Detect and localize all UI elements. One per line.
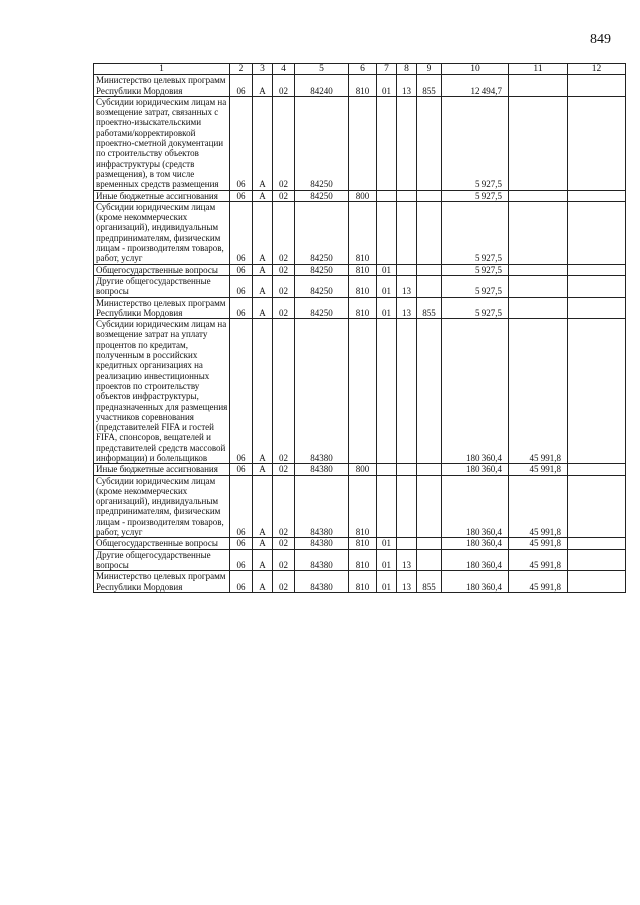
row-name-cell: Министерство целевых программ Республики Мордовия xyxy=(94,75,230,97)
cell-c6 xyxy=(349,319,377,464)
cell-c12 xyxy=(568,571,626,593)
table-row xyxy=(94,75,626,97)
row-name-cell: Министерство целевых программ Республики Мордовия xyxy=(94,297,230,319)
cell-c11 xyxy=(509,297,568,319)
cell-c4: 02 xyxy=(273,464,295,475)
cell-c12 xyxy=(568,75,626,97)
cell-c4: 02 xyxy=(273,264,295,275)
cell-c3: А xyxy=(253,75,273,97)
table-row xyxy=(94,538,626,549)
cell-c4: 02 xyxy=(273,319,295,464)
cell-c11: 45 991,8 xyxy=(509,319,568,464)
row-name-cell: Министерство целевых программ Республики Мордовия xyxy=(94,571,230,593)
cell-c3: А xyxy=(253,96,273,190)
cell-c3: А xyxy=(253,319,273,464)
cell-c10: 180 360,4 xyxy=(442,464,509,475)
cell-c5: 84380 xyxy=(295,319,349,464)
cell-c10: 5 927,5 xyxy=(442,264,509,275)
table-row xyxy=(94,275,626,297)
cell-c9 xyxy=(417,264,442,275)
row-name-cell: Субсидии юридическим лицам на возмещение затрат на уплату процентов по кредитам, полученным в российских кредитных организациях на реализацию инвестиционных проектов по строительству объектов инфраструктуры, предназначенных для размещения участников соревнования (представителей FIFA и гостей FIFA, спонсоров, вещателей и представителей средств массовой информации) и болельщиков xyxy=(94,319,230,464)
table-row xyxy=(94,297,626,319)
cell-c12 xyxy=(568,201,626,264)
table-row xyxy=(94,190,626,201)
cell-c10: 180 360,4 xyxy=(442,538,509,549)
cell-c5: 84380 xyxy=(295,538,349,549)
cell-c8: 13 xyxy=(397,75,417,97)
cell-c6: 810 xyxy=(349,264,377,275)
cell-c9: 855 xyxy=(417,571,442,593)
column-header: 9 xyxy=(417,64,442,75)
cell-c2: 06 xyxy=(230,571,253,593)
cell-c4: 02 xyxy=(273,571,295,593)
budget-table xyxy=(93,63,626,593)
column-header: 1 xyxy=(94,64,230,75)
cell-c12 xyxy=(568,96,626,190)
cell-c11 xyxy=(509,264,568,275)
cell-c11 xyxy=(509,75,568,97)
cell-c7 xyxy=(377,464,397,475)
cell-c3: А xyxy=(253,275,273,297)
cell-c12 xyxy=(568,275,626,297)
cell-c12 xyxy=(568,319,626,464)
cell-c2: 06 xyxy=(230,319,253,464)
column-header: 12 xyxy=(568,64,626,75)
cell-c7 xyxy=(377,319,397,464)
table-row xyxy=(94,549,626,571)
cell-c8 xyxy=(397,464,417,475)
cell-c2: 06 xyxy=(230,464,253,475)
cell-c11 xyxy=(509,275,568,297)
row-name-cell: Другие общегосударственные вопросы xyxy=(94,275,230,297)
cell-c3: А xyxy=(253,264,273,275)
cell-c8: 13 xyxy=(397,297,417,319)
cell-c8 xyxy=(397,96,417,190)
cell-c8 xyxy=(397,190,417,201)
column-header: 2 xyxy=(230,64,253,75)
cell-c4: 02 xyxy=(273,475,295,538)
cell-c4: 02 xyxy=(273,96,295,190)
cell-c6: 800 xyxy=(349,464,377,475)
cell-c9: 855 xyxy=(417,297,442,319)
column-header: 8 xyxy=(397,64,417,75)
cell-c9 xyxy=(417,549,442,571)
cell-c10: 5 927,5 xyxy=(442,275,509,297)
cell-c3: А xyxy=(253,190,273,201)
cell-c10: 5 927,5 xyxy=(442,190,509,201)
cell-c2: 06 xyxy=(230,475,253,538)
cell-c12 xyxy=(568,538,626,549)
cell-c12 xyxy=(568,475,626,538)
cell-c3: А xyxy=(253,538,273,549)
cell-c6: 810 xyxy=(349,475,377,538)
cell-c2: 06 xyxy=(230,264,253,275)
cell-c5: 84380 xyxy=(295,549,349,571)
row-name-cell: Иные бюджетные ассигнования xyxy=(94,464,230,475)
cell-c10: 5 927,5 xyxy=(442,96,509,190)
column-header: 4 xyxy=(273,64,295,75)
row-name-cell: Общегосударственные вопросы xyxy=(94,264,230,275)
cell-c4: 02 xyxy=(273,275,295,297)
table-row xyxy=(94,201,626,264)
page-number: 849 xyxy=(590,32,611,47)
cell-c9 xyxy=(417,538,442,549)
column-header: 10 xyxy=(442,64,509,75)
cell-c2: 06 xyxy=(230,297,253,319)
cell-c7 xyxy=(377,475,397,538)
cell-c8: 13 xyxy=(397,571,417,593)
cell-c6: 810 xyxy=(349,538,377,549)
cell-c8: 13 xyxy=(397,275,417,297)
cell-c8 xyxy=(397,538,417,549)
cell-c2: 06 xyxy=(230,190,253,201)
column-header: 6 xyxy=(349,64,377,75)
cell-c11: 45 991,8 xyxy=(509,464,568,475)
cell-c2: 06 xyxy=(230,201,253,264)
cell-c3: А xyxy=(253,475,273,538)
cell-c11: 45 991,8 xyxy=(509,538,568,549)
cell-c6: 810 xyxy=(349,201,377,264)
cell-c10: 180 360,4 xyxy=(442,319,509,464)
row-name-cell: Общегосударственные вопросы xyxy=(94,538,230,549)
cell-c7 xyxy=(377,201,397,264)
cell-c6: 810 xyxy=(349,549,377,571)
cell-c7: 01 xyxy=(377,75,397,97)
cell-c4: 02 xyxy=(273,190,295,201)
cell-c9 xyxy=(417,464,442,475)
cell-c7: 01 xyxy=(377,571,397,593)
cell-c10: 5 927,5 xyxy=(442,297,509,319)
cell-c5: 84250 xyxy=(295,96,349,190)
cell-c2: 06 xyxy=(230,538,253,549)
cell-c3: А xyxy=(253,549,273,571)
cell-c11 xyxy=(509,190,568,201)
column-header: 11 xyxy=(509,64,568,75)
table-row xyxy=(94,464,626,475)
cell-c6: 810 xyxy=(349,75,377,97)
row-name-cell: Другие общегосударственные вопросы xyxy=(94,549,230,571)
cell-c4: 02 xyxy=(273,297,295,319)
cell-c6: 810 xyxy=(349,297,377,319)
cell-c12 xyxy=(568,464,626,475)
cell-c2: 06 xyxy=(230,275,253,297)
cell-c8 xyxy=(397,264,417,275)
cell-c2: 06 xyxy=(230,75,253,97)
cell-c7: 01 xyxy=(377,275,397,297)
cell-c4: 02 xyxy=(273,75,295,97)
cell-c11: 45 991,8 xyxy=(509,475,568,538)
cell-c6: 810 xyxy=(349,571,377,593)
column-header: 5 xyxy=(295,64,349,75)
cell-c9 xyxy=(417,319,442,464)
cell-c12 xyxy=(568,190,626,201)
cell-c5: 84380 xyxy=(295,571,349,593)
column-header: 3 xyxy=(253,64,273,75)
table-row xyxy=(94,319,626,464)
row-name-cell: Субсидии юридическим лицам (кроме некоммерческих организаций), индивидуальным предпринимателям, физическим лицам - производителям товаров, работ, услуг xyxy=(94,475,230,538)
cell-c11 xyxy=(509,201,568,264)
table-row xyxy=(94,571,626,593)
cell-c4: 02 xyxy=(273,549,295,571)
cell-c6: 810 xyxy=(349,275,377,297)
table-row xyxy=(94,264,626,275)
cell-c5: 84250 xyxy=(295,201,349,264)
cell-c9 xyxy=(417,201,442,264)
cell-c2: 06 xyxy=(230,549,253,571)
cell-c3: А xyxy=(253,297,273,319)
cell-c7: 01 xyxy=(377,264,397,275)
cell-c9 xyxy=(417,475,442,538)
cell-c12 xyxy=(568,297,626,319)
cell-c7 xyxy=(377,96,397,190)
row-name-cell: Субсидии юридическим лицам на возмещение затрат, связанных с проектно-изыскательскими работами/корректировкой проектно-сметной документации по строительству объектов инфраструктуры (средств размещения), в том числе временных средств размещения xyxy=(94,96,230,190)
cell-c5: 84250 xyxy=(295,297,349,319)
cell-c5: 84380 xyxy=(295,464,349,475)
cell-c9: 855 xyxy=(417,75,442,97)
cell-c2: 06 xyxy=(230,96,253,190)
column-header: 7 xyxy=(377,64,397,75)
cell-c10: 180 360,4 xyxy=(442,549,509,571)
cell-c11: 45 991,8 xyxy=(509,571,568,593)
cell-c6: 800 xyxy=(349,190,377,201)
cell-c7: 01 xyxy=(377,549,397,571)
cell-c7: 01 xyxy=(377,297,397,319)
cell-c5: 84250 xyxy=(295,264,349,275)
cell-c11 xyxy=(509,96,568,190)
cell-c7 xyxy=(377,190,397,201)
cell-c3: А xyxy=(253,464,273,475)
cell-c12 xyxy=(568,264,626,275)
table-header-row xyxy=(94,64,626,75)
cell-c5: 84240 xyxy=(295,75,349,97)
cell-c8 xyxy=(397,475,417,538)
cell-c10: 180 360,4 xyxy=(442,475,509,538)
cell-c8 xyxy=(397,319,417,464)
cell-c10: 180 360,4 xyxy=(442,571,509,593)
cell-c9 xyxy=(417,275,442,297)
table-row xyxy=(94,96,626,190)
cell-c5: 84250 xyxy=(295,190,349,201)
cell-c9 xyxy=(417,96,442,190)
cell-c8 xyxy=(397,201,417,264)
cell-c4: 02 xyxy=(273,201,295,264)
row-name-cell: Иные бюджетные ассигнования xyxy=(94,190,230,201)
cell-c10: 5 927,5 xyxy=(442,201,509,264)
table-row xyxy=(94,475,626,538)
cell-c3: А xyxy=(253,201,273,264)
cell-c3: А xyxy=(253,571,273,593)
cell-c4: 02 xyxy=(273,538,295,549)
cell-c9 xyxy=(417,190,442,201)
cell-c12 xyxy=(568,549,626,571)
cell-c5: 84380 xyxy=(295,475,349,538)
cell-c7: 01 xyxy=(377,538,397,549)
cell-c11: 45 991,8 xyxy=(509,549,568,571)
cell-c8: 13 xyxy=(397,549,417,571)
cell-c5: 84250 xyxy=(295,275,349,297)
cell-c10: 12 494,7 xyxy=(442,75,509,97)
row-name-cell: Субсидии юридическим лицам (кроме некоммерческих организаций), индивидуальным предпринимателям, физическим лицам - производителям товаров, работ, услуг xyxy=(94,201,230,264)
cell-c6 xyxy=(349,96,377,190)
